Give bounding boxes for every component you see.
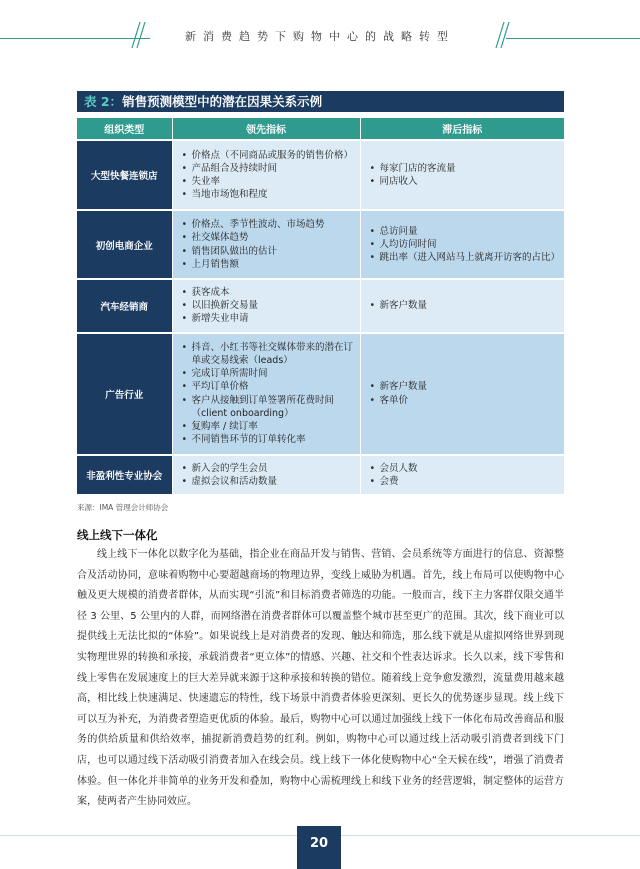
indicator-item: • 平均订单价格 (182, 380, 356, 393)
indicator-table-block (77, 91, 564, 494)
column-header: 领先指标 (172, 118, 360, 140)
indicator-item: • 人均访问时间 (370, 238, 560, 251)
table-source: 来源：IMA 管理会计师协会 (77, 503, 169, 512)
lagging-indicators-cell (360, 455, 564, 494)
lagging-indicator-list (370, 225, 560, 265)
indicator-item: • 价格点、季节性波动、市场趋势 (182, 218, 356, 231)
leading-indicator-list (182, 341, 356, 447)
indicator-item: • 每家门店的客流量 (370, 162, 560, 175)
indicator-item: • 当地市场饱和程度 (182, 188, 356, 201)
column-header: 滞后指标 (360, 118, 564, 140)
table-row (77, 140, 564, 210)
table-header-row (77, 118, 564, 140)
lagging-indicator-list (370, 162, 560, 188)
org-type-cell: 大型快餐连锁店 (77, 140, 172, 210)
indicator-item: • 完成订单所需时间 (182, 367, 356, 380)
header-title: 新消费趋势下购物中心的战略转型 (185, 30, 455, 43)
indicator-item: • 总访问量 (370, 225, 560, 238)
table-row (77, 455, 564, 494)
table-caption-number: 表 2： (84, 94, 123, 109)
indicator-item: • 会费 (370, 475, 560, 488)
section-title: 线上线下一体化 (77, 528, 158, 542)
table-row (77, 333, 564, 455)
indicator-item: • 虚拟会议和活动数量 (182, 475, 356, 488)
lagging-indicators-cell (360, 140, 564, 210)
indicator-item: • 新增失业申请 (182, 312, 356, 325)
indicator-item: • 以旧换新交易量 (182, 299, 356, 312)
table-caption-text: 销售预测模型中的潜在因果关系示例 (122, 94, 323, 109)
leading-indicators-cell (172, 279, 360, 333)
leading-indicators-cell (172, 455, 360, 494)
leading-indicator-list (182, 462, 356, 488)
indicator-item: • 客单价 (370, 394, 560, 407)
org-type-cell: 初创电商企业 (77, 210, 172, 279)
indicator-table (77, 118, 565, 494)
indicator-item: • 新客户数量 (370, 380, 560, 393)
page-header (0, 20, 640, 52)
leading-indicators-cell (172, 210, 360, 279)
page-number: 20 (297, 826, 341, 869)
indicator-item: • 产品组合及持续时间 (182, 162, 356, 175)
indicator-item: • 会员人数 (370, 462, 560, 475)
lagging-indicator-list (370, 380, 560, 406)
table-caption (77, 91, 564, 112)
indicator-item: • 上月销售额 (182, 258, 356, 271)
org-type-cell: 非盈利性专业协会 (77, 455, 172, 494)
table-row (77, 279, 564, 333)
indicator-item: • 价格点（不同商品或服务的销售价格） (182, 149, 356, 162)
leading-indicator-list (182, 218, 356, 271)
org-type-cell: 汽车经销商 (77, 279, 172, 333)
table-row (77, 210, 564, 279)
header-slash-icon (492, 20, 512, 50)
org-type-cell: 广告行业 (77, 333, 172, 455)
indicator-item: • 新客户数量 (370, 299, 560, 312)
leading-indicators-cell (172, 333, 360, 455)
lagging-indicator-list (370, 462, 560, 488)
indicator-item: • 客户从接触到订单签署所花费时间（client onboarding） (182, 394, 356, 420)
section-body: 线上线下一体化以数字化为基础，指企业在商品开发与销售、营销、会员系统等方面进行的信息、资源整合及活动协同，意味着购物中心要超越商场的物理边界，变线上威胁为机遇。首先，线上布局可以使购物中心触及更大规模的消费者群体，从而实现“引流”和目标消费者筛选的功能。一般而言，线下主力客群仅限交通半径 3 公里、5 公里内的人群，而网络潜在消费者群体可以覆盖整个城市甚至更广的范围。其次，线下商业可以提供线上无法比拟的“体验”。如果说线上是对消费者的发现、触达和筛选，那么线下就是从虚拟网络世界到现实物理世界的转换和承接，承载消费者“更立体”的情感、兴趣、社交和个性表达诉求。长久以来，线下零售和线上零售在发展速度上的巨大差异就来源于这种承接和转换的错位。随着线上竞争愈发激烈，流量费用越来越高，相比线上快速满足、快速遗忘的特性，线下场景中消费者体验更深刻、更长久的优势逐步显现。线上线下可以互为补充，为消费者塑造更优质的体验。最后，购物中心可以通过加强线上线下一体化布局改善商品和服务的供给质量和供给效率，捕捉新消费趋势的红利。例如，购物中心可以通过线上活动吸引消费者到线下门店，也可以通过线下活动吸引消费者加入在线会员。线上线下一体化使购物中心“全天候在线”，增强了消费者体验。但一体化并非简单的业务开发和叠加，购物中心需梳理线上和线下业务的经营逻辑，制定整体的运营方案，使两者产生协同效应。 (77, 549, 564, 808)
lagging-indicators-cell (360, 279, 564, 333)
indicator-item: • 不同销售环节的订单转化率 (182, 433, 356, 446)
column-header: 组织类型 (77, 118, 172, 140)
indicator-item: • 复购率 / 续订率 (182, 420, 356, 433)
indicator-item: • 销售团队做出的估计 (182, 245, 356, 258)
lagging-indicator-list (370, 299, 560, 312)
leading-indicator-list (182, 149, 356, 202)
indicator-item: • 抖音、小红书等社交媒体带来的潜在订单或交易线索（leads） (182, 341, 356, 367)
leading-indicators-cell (172, 140, 360, 210)
lagging-indicators-cell (360, 210, 564, 279)
header-rule-right (506, 38, 640, 39)
header-slash-icon (128, 20, 148, 50)
indicator-item: • 新入会的学生会员 (182, 462, 356, 475)
table-body (77, 140, 564, 494)
indicator-item: • 跳出率（进入网站马上就离开访客的占比） (370, 251, 560, 264)
indicator-item: • 同店收入 (370, 175, 560, 188)
indicator-item: • 获客成本 (182, 286, 356, 299)
leading-indicator-list (182, 286, 356, 326)
indicator-item: • 失业率 (182, 175, 356, 188)
lagging-indicators-cell (360, 333, 564, 455)
indicator-item: • 社交媒体趋势 (182, 231, 356, 244)
